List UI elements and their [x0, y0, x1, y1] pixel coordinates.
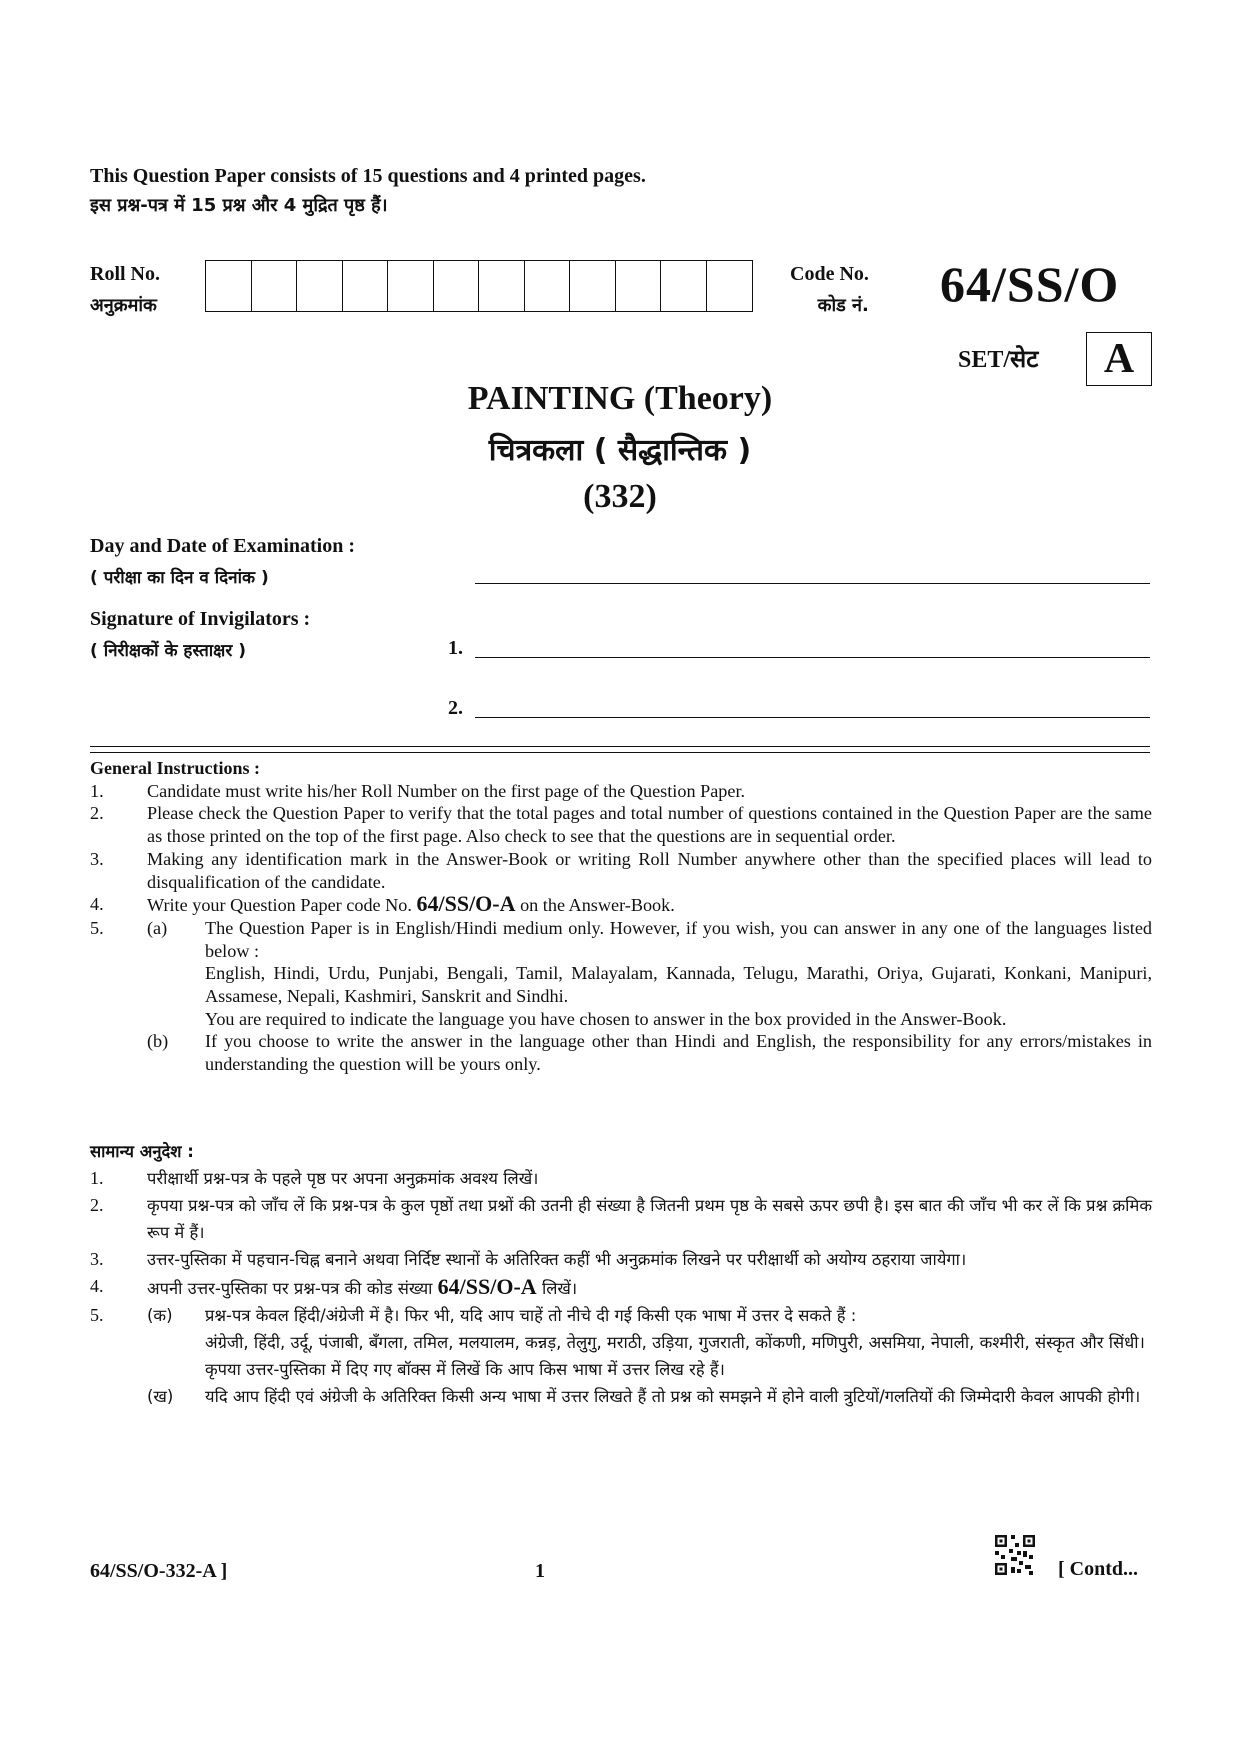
instruction-text: यदि आप हिंदी एवं अंग्रेजी के अतिरिक्त किसी अन्य भाषा में उत्तर लिखते हैं तो प्रश्न को समझने में होने वाली त्रुटियों/गलतियों की जिम्मेदारी केवल आपकी होगी।: [205, 1387, 1141, 1406]
roll-number-boxes[interactable]: [205, 260, 753, 312]
invigilator-sign-line-1[interactable]: [475, 657, 1150, 658]
instruction-text: कृपया प्रश्न-पत्र को जाँच लें कि प्रश्न-पत्र के कुल पृष्ठों तथा प्रश्नों की उतनी ही संख्या है जितनी प्रथम पृष्ठ के सबसे ऊपर छपी है। इस बात की जाँच भी कर लें कि प्रश्न क्रमिक रूप में हैं।: [147, 1196, 1152, 1242]
paper-code-inline: 64/SS/O-A: [437, 1274, 537, 1299]
roll-digit-box[interactable]: [570, 261, 616, 311]
paper-info-hindi: इस प्रश्न-पत्र में 15 प्रश्न और 4 मुद्रित पृष्ठ हैं।: [90, 195, 388, 216]
roll-digit-box[interactable]: [479, 261, 525, 311]
instruction-text-part: You are required to indicate the language you have chosen to answer in the box provided in the Answer-Book.: [205, 1008, 1007, 1029]
instruction-number: 3.: [90, 1249, 104, 1269]
continued-label: [ Contd...: [1058, 1558, 1139, 1580]
instruction-text: Please check the Question Paper to verify that the total pages and total number of questions contained in the Question Paper are the same as those printed on the top of the first page. Also check to see that the questions are in sequential order.: [147, 803, 1152, 847]
instruction-text: उत्तर-पुस्तिका में पहचान-चिह्न बनाने अथवा निर्दिष्ट स्थानों के अतिरिक्त कहीं भी अनुक्रमांक लिखने पर परीक्षार्थी को अयोग्य ठहराया जायेगा।: [147, 1250, 967, 1269]
invigilator-sign-line-2[interactable]: [475, 717, 1150, 718]
roll-digit-box[interactable]: [616, 261, 662, 311]
instruction-item: [90, 848, 1152, 893]
roll-digit-box[interactable]: [388, 261, 434, 311]
exam-date-label: [90, 530, 355, 594]
exam-date-label-hindi: ( परीक्षा का दिन व दिनांक ): [90, 568, 269, 588]
instruction-number: 4.: [90, 894, 104, 915]
instruction-number: 2.: [90, 1195, 104, 1215]
instruction-number: 5.: [90, 917, 104, 938]
page-number: 1: [535, 1560, 545, 1582]
instruction-number: 5.: [90, 1305, 104, 1325]
roll-digit-box[interactable]: [707, 261, 753, 311]
roll-label: [90, 258, 160, 322]
instruction-number: 3.: [90, 848, 104, 869]
invigilator-sign-label: [90, 603, 310, 667]
set-label: SET/सेट: [958, 347, 1039, 373]
instruction-item: [90, 1030, 1152, 1075]
instruction-item: [90, 802, 1152, 847]
instruction-text-part: The Question Paper is in English/Hindi medium only. However, if you wish, you can answer in any one of the languages listed below :: [205, 917, 1152, 961]
invigilator-sign-label-hindi: ( निरीक्षकों के हस्ताक्षर ): [90, 641, 246, 661]
instruction-text: [147, 893, 1152, 917]
subject-title-english: PAINTING (Theory): [467, 380, 773, 417]
instruction-sub-label: (a): [147, 917, 168, 938]
subject-title-hindi: चित्रकला ( सैद्धान्तिक ): [488, 433, 752, 468]
instruction-item: [90, 893, 1152, 917]
instruction-text-part: अपनी उत्तर-पुस्तिका पर प्रश्न-पत्र की कोड संख्या: [147, 1279, 433, 1298]
instruction-number: 1.: [90, 780, 104, 801]
instruction-number: 2.: [90, 803, 104, 824]
instruction-item: [90, 1383, 1152, 1410]
instruction-number: 1.: [90, 1168, 104, 1188]
paper-code-inline: 64/SS/O-A: [416, 891, 516, 917]
language-list: अंग्रेजी, हिंदी, उर्दू, पंजाबी, बँगला, तमिल, मलयालम, कन्नड़, तेलुगु, मराठी, उड़िया, गुजराती, कोंकणी, मणिपुरी, असमिया, नेपाली, कश्मीरी, संस्कृत और सिंधी।: [205, 1333, 1145, 1352]
invigilator-sign-label-english: Signature of Invigilators :: [90, 608, 311, 630]
code-label-hindi: कोड नं.: [817, 295, 869, 316]
instruction-text-part: on the Answer-Book.: [520, 895, 675, 916]
instructions-heading: General Instructions :: [90, 758, 260, 778]
instruction-item: [90, 1246, 1152, 1273]
subject-code: (332): [583, 478, 657, 515]
sign-number-1: 1.: [448, 637, 463, 659]
roll-digit-box[interactable]: [661, 261, 707, 311]
roll-digit-box[interactable]: [343, 261, 389, 311]
instruction-item: [90, 917, 1152, 1031]
instruction-text: [205, 917, 1152, 1031]
instruction-sub-label: (क): [147, 1306, 173, 1325]
code-label: [790, 258, 869, 322]
roll-digit-box[interactable]: [252, 261, 298, 311]
exam-date-line[interactable]: [475, 583, 1150, 584]
footer-paper-code: 64/SS/O-332-A ]: [90, 1560, 228, 1582]
roll-digit-box[interactable]: [297, 261, 343, 311]
paper-info-english: This Question Paper consists of 15 questions and 4 printed pages.: [90, 165, 646, 187]
roll-digit-box[interactable]: [525, 261, 571, 311]
instruction-text: If you choose to write the answer in the language other than Hindi and English, the responsibility for any errors/mistakes in understanding the question will be yours only.: [205, 1031, 1152, 1075]
set-value-box: A: [1086, 332, 1152, 386]
instruction-sub-label: (b): [147, 1031, 169, 1052]
roll-label-hindi: अनुक्रमांक: [90, 295, 157, 316]
instruction-text: Making any identification mark in the Answer-Book or writing Roll Number anywhere other than the specified places will lead to disqualification of the candidate.: [147, 848, 1152, 892]
general-instructions-hindi: [90, 1138, 1152, 1410]
instruction-item: [90, 1273, 1152, 1302]
instruction-item: [90, 1165, 1152, 1192]
instruction-text-part: प्रश्न-पत्र केवल हिंदी/अंग्रेजी में है। फिर भी, यदि आप चाहें तो नीचे दी गई किसी एक भाषा में उत्तर दे सकते हैं :: [205, 1306, 857, 1325]
instruction-text-part: कृपया उत्तर-पुस्तिका में दिए गए बॉक्स में लिखें कि आप किस भाषा में उत्तर लिख रहे हैं।: [205, 1360, 725, 1379]
section-divider: [90, 752, 1150, 753]
qr-code-icon: [995, 1535, 1035, 1575]
section-divider: [90, 746, 1150, 747]
instruction-number: 4.: [90, 1276, 104, 1296]
instruction-text: Candidate must write his/her Roll Number on the first page of the Question Paper.: [147, 780, 746, 801]
sign-number-2: 2.: [448, 697, 463, 719]
code-label-english: Code No.: [790, 263, 869, 285]
instruction-text-part: लिखें।: [541, 1279, 578, 1298]
language-list: English, Hindi, Urdu, Punjabi, Bengali, Tamil, Malayalam, Kannada, Telugu, Marathi, Oriya, Gujarati, Konkani, Manipuri, Assamese, Nepali, Kashmiri, Sanskrit and Sindhi.: [205, 963, 1152, 1007]
instructions-heading: सामान्य अनुदेश :: [90, 1142, 194, 1161]
instruction-text: [147, 1273, 1152, 1302]
instruction-item: [90, 1192, 1152, 1246]
instruction-text-part: Write your Question Paper code No.: [147, 895, 412, 916]
instruction-sub-label: (ख): [147, 1387, 174, 1406]
general-instructions-english: [90, 757, 1152, 1076]
instruction-text: परीक्षार्थी प्रश्न-पत्र के पहले पृष्ठ पर अपना अनुक्रमांक अवश्य लिखें।: [147, 1169, 539, 1188]
instruction-item: [90, 780, 1152, 803]
roll-label-english: Roll No.: [90, 263, 160, 285]
instruction-item: [90, 1302, 1152, 1383]
code-number: 64/SS/O: [940, 256, 1120, 312]
roll-digit-box[interactable]: [434, 261, 480, 311]
roll-digit-box[interactable]: [206, 261, 252, 311]
instruction-text: [205, 1302, 1152, 1383]
exam-date-label-english: Day and Date of Examination :: [90, 535, 356, 557]
